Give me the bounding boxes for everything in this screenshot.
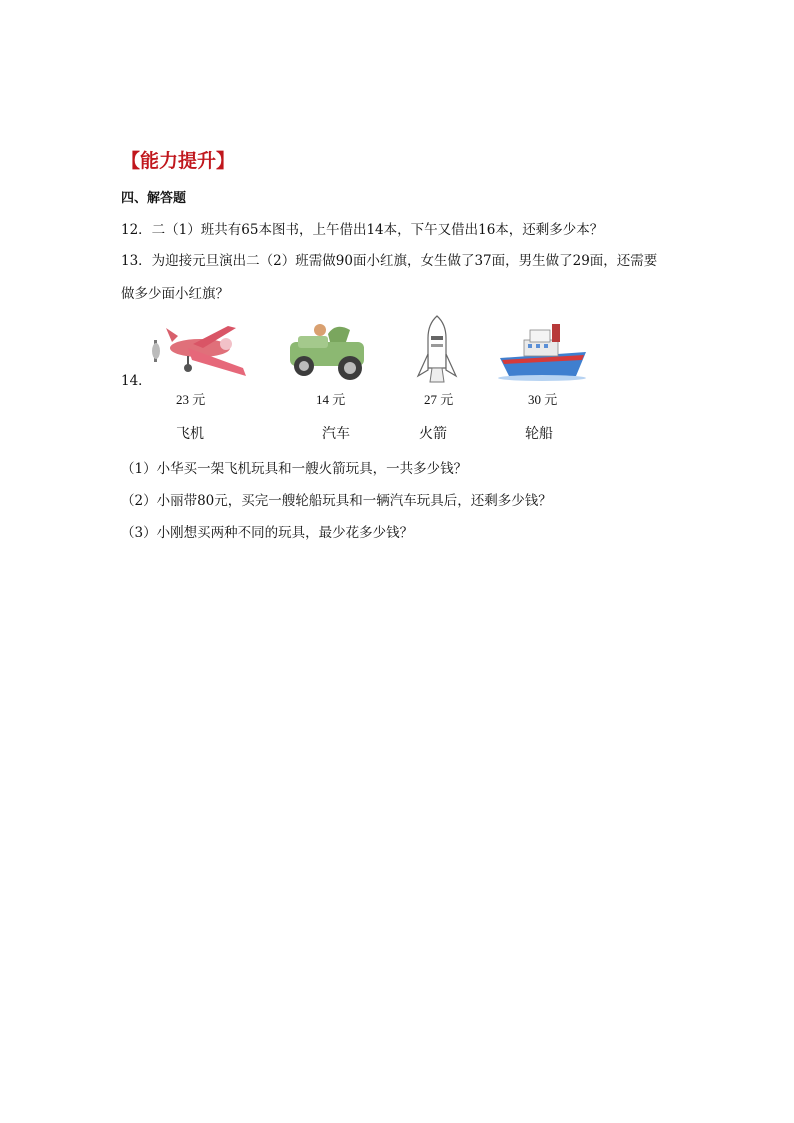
subquestion-3: （3）小刚想买两种不同的玩具，最少花多少钱？ <box>121 525 414 541</box>
name-car: 汽车 <box>322 426 350 442</box>
section-heading: 【能力提升】 <box>121 150 236 172</box>
price-car: 14 元 <box>316 392 346 407</box>
price-rocket: 27 元 <box>424 392 454 407</box>
rocket-icon <box>412 314 462 384</box>
question-13-line1: 13．为迎接元旦演出二（2）班需做90面小红旗，女生做了37面，男生做了29面，还需要 <box>121 253 658 269</box>
airplane-icon <box>148 318 248 380</box>
price-ship: 30 元 <box>528 392 558 407</box>
question-14-number: 14． <box>121 373 152 389</box>
section-title: 四、解答题 <box>121 191 187 206</box>
subquestion-2: （2）小丽带80元，买完一艘轮船玩具和一辆汽车玩具后，还剩多少钱？ <box>121 493 552 509</box>
ship-icon <box>498 322 588 382</box>
question-12: 12．二（1）班共有65本图书，上午借出14本，下午又借出16本，还剩多少本？ <box>121 222 604 238</box>
subquestion-1: （1）小华买一架飞机玩具和一艘火箭玩具，一共多少钱？ <box>121 461 468 477</box>
price-airplane: 23 元 <box>176 392 206 407</box>
car-icon <box>284 320 370 384</box>
name-rocket: 火箭 <box>419 426 447 442</box>
question-13-line2: 做多少面小红旗？ <box>121 286 229 302</box>
name-ship: 轮船 <box>525 426 553 442</box>
name-airplane: 飞机 <box>176 426 204 442</box>
